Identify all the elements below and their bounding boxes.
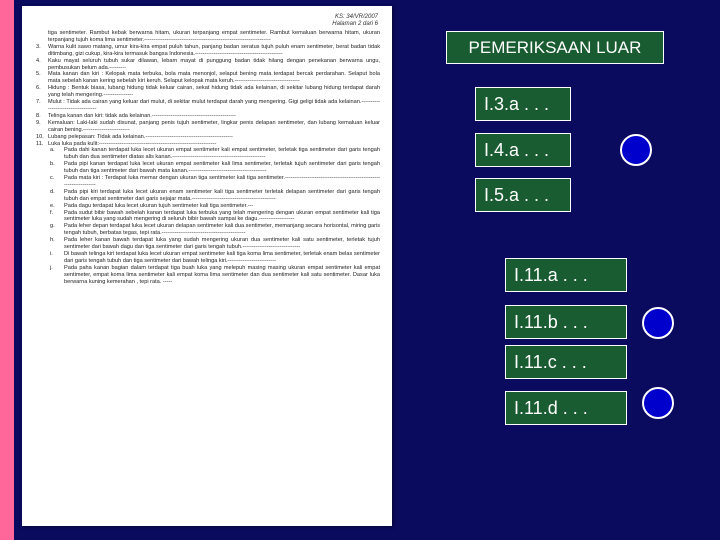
document-page: Halaman 2 dari 6 — [332, 21, 378, 27]
item-number: 5. — [36, 71, 41, 78]
document-item — [36, 30, 380, 44]
document-item — [36, 58, 380, 72]
item-number: 9. — [36, 119, 41, 126]
item-number: 4. — [36, 57, 41, 64]
item-number: b. — [50, 161, 55, 168]
item-number: i. — [50, 251, 53, 257]
label-i11c: I.11.c . . . — [505, 345, 627, 379]
item-text: Pada paha kanan bagian dalam terdapat tiga buah luka yang melepuh masing masing ukuran empat sentimeter kali empat sentimeter, empat koma lima sentimeter kali empat koma lima sentimeter dan dua sentimeter kali satu sentimeter. Dasar luka berwarna kuning kemerahan , tepi rata. ----- — [64, 264, 380, 285]
document-item — [36, 71, 380, 85]
item-text: tiga sentimeter. Rambut kebak berwarna hitam, ukuran terpanjang empat sentimeter. Rambut kemaluan berwarna hitam, ukuran terpanjang tujuh koma lima sentimeter.-------------------------------------------------------------------- — [48, 30, 380, 43]
item-number: h. — [50, 237, 55, 244]
item-text: Telinga kanan dan kiri: tidak ada kelainan.--------------------------------------------- — [48, 112, 236, 119]
marker-circle-i4a — [620, 134, 652, 166]
document-subitem — [36, 147, 380, 161]
document-subitem — [36, 265, 380, 286]
item-number: 8. — [36, 112, 41, 119]
document-item — [36, 134, 380, 141]
item-text: Di bawah telinga kiri terdapat luka lecet ukuran empat sentimeter kali tiga koma lima sentimeter, terletak enam belas sentimeter dari garis tengah tubuh dan tiga sentimeter dari bawah telinga kiri.-------------------------- — [64, 251, 380, 264]
item-text: Pada dagu terdapat luka lecet ukuran tujuh sentimeter kali tiga sentimeter.--- — [64, 202, 254, 209]
label-i11b: I.11.b . . . — [505, 305, 627, 339]
document-subitem — [36, 189, 380, 203]
item-number: 3. — [36, 43, 41, 50]
document-item — [36, 120, 380, 134]
label-i5a: I.5.a . . . — [475, 178, 571, 212]
item-text: Hidung : Bentuk biasa, lubang hidung tidak keluar cairan, sekat hidung tidak ada kelainan, di sekitar lubang hidung terdapat darah yang telah mengering.---------------- — [48, 85, 380, 99]
document-item — [36, 99, 380, 113]
item-number: a. — [50, 147, 55, 154]
item-number: g. — [50, 223, 55, 230]
item-text: Pada mata kiri : Terdapat luka memar dengan ukuran tiga sentimeter kali tiga sentimeter.-------------------------------------------------------------------- — [64, 175, 380, 188]
marker-circle-i11b — [642, 307, 674, 339]
document-item — [36, 141, 380, 148]
item-number: e. — [50, 202, 55, 209]
item-text: Pada dahi kanan terdapat luka lecet ukuran empat sentimeter kali empat sentimeter, terletak tiga sentimeter dari garis tengah tubuh dan dua sentimeter diatas alis kanan.-------------------------------------------------- — [64, 147, 380, 161]
item-number: 11. — [36, 140, 44, 147]
item-text: Pada leher kanan bawah terdapat luka yang sudah mengering ukuran dua sentimeter kali satu sentimeter, terletak tujuh sentimeter dari bawah dagu dan tiga sentimeter dari garis tengah tubuh.------------------------------- — [64, 237, 380, 251]
label-i11d: I.11.d . . . — [505, 391, 627, 425]
label-i11a: I.11.a . . . — [505, 258, 627, 292]
document-item — [36, 44, 380, 58]
document-subitem — [36, 210, 380, 224]
marker-circle-i11d — [642, 387, 674, 419]
document-number: KS: 34/VR/2007 — [334, 14, 378, 20]
item-text: Pada sudut bibir bawah sebelah kanan terdapat luka terbuka yang telah mengering dengan ukuran empat sentimeter kali tiga sentimeter luka yang sudah mengering di seluruh bibir bawah sampai ke dagu.------------------- — [64, 209, 380, 223]
document-item — [36, 85, 380, 99]
item-text: Kemaluan: Laki-laki sudah disunat, panjang penis tujuh sentimeter, lingkar penis delapan sentimeter, dan lubang kemaluan keluar cairan bening.------------------------- — [48, 119, 380, 133]
document-item — [36, 113, 380, 120]
document-subitem — [36, 161, 380, 175]
item-number: 6. — [36, 85, 41, 92]
document-subitem — [36, 237, 380, 251]
document-body — [36, 30, 380, 286]
item-text: Mulut : Tidak ada cairan yang keluar dari mulut, di sekitar mulut terdapat darah yang mengering. Gigi geligi tidak ada kelainan.------------------------------------ — [48, 99, 380, 112]
item-number — [36, 30, 48, 44]
item-text: Pada pipi kanan terdapat luka lecet ukuran empat sentimeter kali lima sentimeter, terletak tujuh sentimeter dari garis tengah tubuh dan tiga sentimeter dari bawah mata kanan.------------------------------------------ — [64, 161, 380, 175]
label-i4a: I.4.a . . . — [475, 133, 571, 167]
document-header — [332, 14, 378, 28]
item-number: 7. — [36, 99, 41, 106]
left-accent-bar — [0, 0, 14, 540]
autopsy-document — [22, 6, 392, 526]
item-text: Mata kanan dan kiri : Kelopak mata terbuka, bola mata menonjol, selaput bening mata terdapat bercak perdarahan. Selaput bola mata sebelah kanan kering sebelah kiri keruh. Selaput kelopak mata keruh.----------------------------------- — [48, 71, 380, 85]
item-number: 10. — [36, 133, 44, 140]
item-number: j. — [50, 264, 53, 271]
document-subitem — [36, 175, 380, 189]
document-subitem — [36, 251, 380, 265]
document-subitem — [36, 223, 380, 237]
document-subitem — [36, 203, 380, 210]
item-text: Pada pipi kiri terdapat luka lecet ukuran enam sentimeter kali tiga sentimeter terletak delapan sentimeter dari garis tengah tubuh dan empat sentimeter dari garis sejajar mata.--------------------------------------------- — [64, 188, 380, 202]
item-number: c. — [50, 175, 55, 182]
item-text: Pada leher depan terdapat luka lecet ukuran delapan sentimeter kali dua sentimeter, memanjang secara horisontal, miring garis tengah tubuh, berbatas tegas, tepi rata.--------------------------------------------- — [64, 223, 380, 237]
item-text: Luka luka pada kulit:--------------------------------------------------------------- — [48, 140, 217, 147]
item-text: Lubang pelepasan: Tidak ada kelainan.----------------------------------------------- — [48, 133, 233, 140]
item-text: Warna kulit sawo matang, umur kira-kira empat puluh tahun, panjang badan seratus tujuh puluh enam sentimeter, berat badan tidak ditimbang, gizi cukup, kira-kira termasuk bangsa Indonesia.----------------------------------------------- — [48, 43, 380, 57]
item-text: Kaku mayat seluruh tubuh sukar dilawan, lebam mayat di punggung badan tidak hilang dengan penekanan berwarna ungu, pembusukan belum ada.--------- — [48, 57, 380, 71]
item-number: f. — [50, 209, 54, 216]
item-number: d. — [50, 188, 55, 195]
label-i3a: I.3.a . . . — [475, 87, 571, 121]
slide-title: PEMERIKSAAN LUAR — [446, 31, 664, 64]
